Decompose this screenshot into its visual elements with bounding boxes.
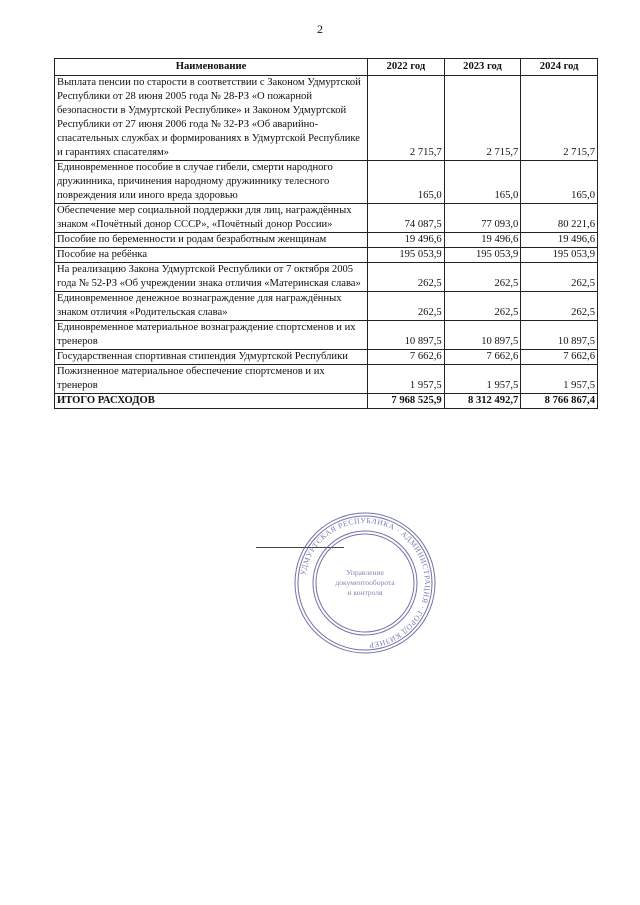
total-value-2022: 7 968 525,9 — [368, 394, 445, 409]
row-value-2022: 74 087,5 — [368, 204, 445, 233]
row-value-2023: 77 093,0 — [444, 204, 521, 233]
svg-text:УДМУРТСКАЯ РЕСПУБЛИКА · АДМИНИ: УДМУРТСКАЯ РЕСПУБЛИКА · АДМИНИСТРАЦИЯ · ГОРОД КИЗНЕР — [298, 515, 433, 650]
total-row — [55, 394, 598, 409]
row-value-2024: 7 662,6 — [521, 350, 598, 365]
svg-text:Управление: Управление — [346, 568, 384, 577]
total-value-2024: 8 766 867,4 — [521, 394, 598, 409]
table-row — [55, 321, 598, 350]
row-value-2022: 10 897,5 — [368, 321, 445, 350]
row-value-2023: 7 662,6 — [444, 350, 521, 365]
row-value-2024: 262,5 — [521, 263, 598, 292]
budget-table — [54, 58, 598, 409]
row-name: Пожизненное материальное обеспечение спортсменов и их тренеров — [55, 365, 368, 394]
row-value-2022: 7 662,6 — [368, 350, 445, 365]
row-value-2022: 19 496,6 — [368, 233, 445, 248]
row-value-2024: 10 897,5 — [521, 321, 598, 350]
header-2024: 2024 год — [521, 59, 598, 76]
row-name: Государственная спортивная стипендия Удмуртской Республики — [55, 350, 368, 365]
row-value-2024: 2 715,7 — [521, 76, 598, 161]
row-value-2024: 195 053,9 — [521, 248, 598, 263]
row-value-2024: 165,0 — [521, 161, 598, 204]
page-number: 2 — [317, 22, 323, 36]
row-value-2023: 262,5 — [444, 263, 521, 292]
table-row — [55, 365, 598, 394]
row-name: Единовременное материальное вознаграждение спортсменов и их тренеров — [55, 321, 368, 350]
official-seal-stamp — [292, 510, 438, 656]
header-2023: 2023 год — [444, 59, 521, 76]
row-value-2023: 1 957,5 — [444, 365, 521, 394]
row-name: Единовременное денежное вознаграждение для награждённых знаком отличия «Родительская слава» — [55, 292, 368, 321]
row-value-2022: 262,5 — [368, 263, 445, 292]
row-value-2024: 80 221,6 — [521, 204, 598, 233]
row-name: Выплата пенсии по старости в соответствии с Законом Удмуртской Республики от 28 июня 2005 года № 28-РЗ «О пожарной безопасности в Удмуртской Республике» и Законом Удмуртской Республики от 27 июня 2006 года № 32-РЗ «Об аварийно-спасательных службах и формированиях в Удмуртской Республике и гарантиях спасателям» — [55, 76, 368, 161]
table-row — [55, 204, 598, 233]
row-value-2022: 165,0 — [368, 161, 445, 204]
row-value-2022: 195 053,9 — [368, 248, 445, 263]
row-name: На реализацию Закона Удмуртской Республики от 7 октября 2005 года № 52-РЗ «Об учреждении знака отличия «Материнская слава» — [55, 263, 368, 292]
table-row — [55, 350, 598, 365]
table-row — [55, 292, 598, 321]
row-value-2024: 19 496,6 — [521, 233, 598, 248]
row-value-2023: 262,5 — [444, 292, 521, 321]
table-header-row — [55, 59, 598, 76]
row-value-2022: 262,5 — [368, 292, 445, 321]
table-row — [55, 76, 598, 161]
total-value-2023: 8 312 492,7 — [444, 394, 521, 409]
row-name: Пособие по беременности и родам безработным женщинам — [55, 233, 368, 248]
row-value-2022: 2 715,7 — [368, 76, 445, 161]
total-label: ИТОГО РАСХОДОВ — [55, 394, 368, 409]
svg-text:и контроля: и контроля — [347, 588, 383, 597]
row-value-2022: 1 957,5 — [368, 365, 445, 394]
table-row — [55, 233, 598, 248]
table-row — [55, 248, 598, 263]
table-row — [55, 263, 598, 292]
row-value-2024: 262,5 — [521, 292, 598, 321]
table-row — [55, 161, 598, 204]
svg-text:документооборота: документооборота — [335, 578, 395, 587]
row-value-2023: 195 053,9 — [444, 248, 521, 263]
row-value-2023: 2 715,7 — [444, 76, 521, 161]
header-2022: 2022 год — [368, 59, 445, 76]
row-name: Обеспечение мер социальной поддержки для лиц, награждённых знаком «Почётный донор СССР», «Почётный донор России» — [55, 204, 368, 233]
row-value-2024: 1 957,5 — [521, 365, 598, 394]
row-value-2023: 165,0 — [444, 161, 521, 204]
row-value-2023: 10 897,5 — [444, 321, 521, 350]
row-name: Единовременное пособие в случае гибели, смерти народного дружинника, причинения народному дружиннику телесного повреждения или иного вреда здоровью — [55, 161, 368, 204]
row-value-2023: 19 496,6 — [444, 233, 521, 248]
row-name: Пособие на ребёнка — [55, 248, 368, 263]
header-name: Наименование — [55, 59, 368, 76]
